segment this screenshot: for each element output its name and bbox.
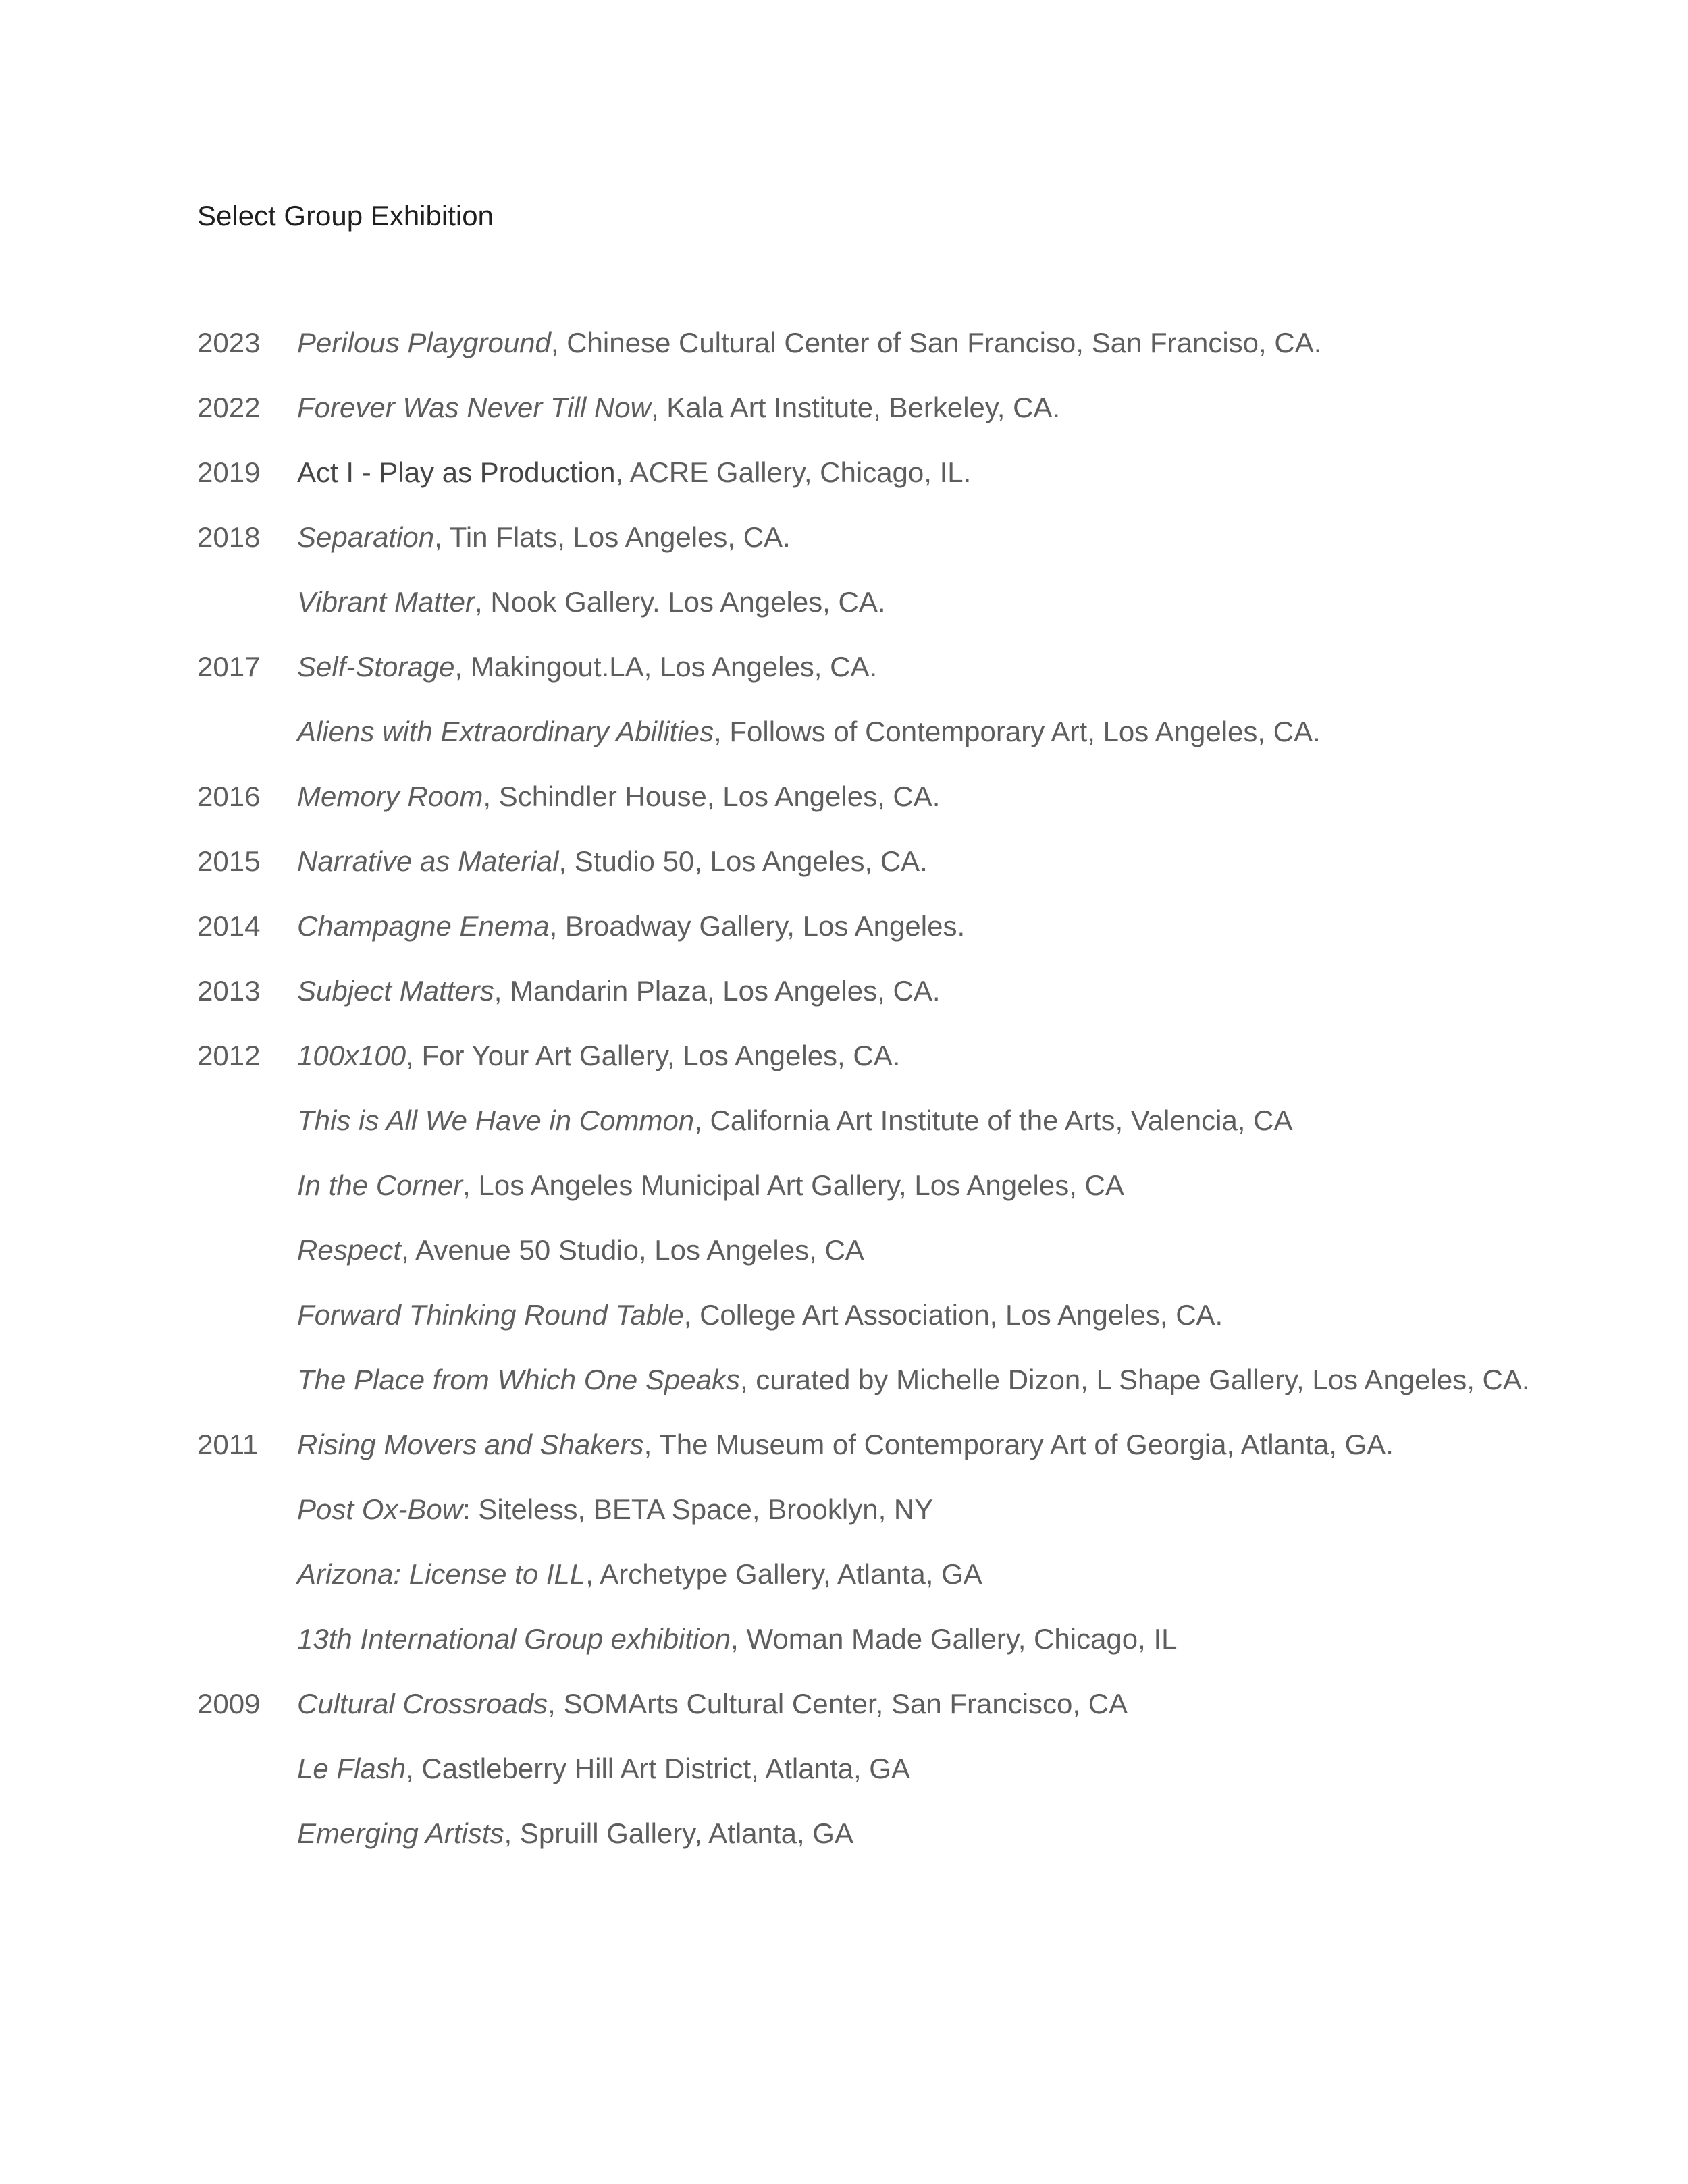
exhibition-details xyxy=(297,1295,1223,1335)
exhibition-title: Forward Thinking Round Table xyxy=(297,1299,684,1331)
exhibition-title: Perilous Playground xyxy=(297,327,551,358)
exhibition-year: 2013 xyxy=(197,975,261,1007)
exhibition-title: Forever Was Never Till Now xyxy=(297,392,651,423)
exhibition-details xyxy=(297,517,791,558)
exhibition-venue: , Avenue 50 Studio, Los Angeles, CA xyxy=(401,1234,864,1266)
exhibition-title: Subject Matters xyxy=(297,975,494,1007)
exhibition-details xyxy=(297,1424,1394,1465)
exhibition-year: 2016 xyxy=(197,780,261,812)
exhibition-details xyxy=(297,647,877,687)
exhibition-year: 2015 xyxy=(197,845,261,877)
exhibition-venue: , curated by Michelle Dizon, L Shape Gallery, Los Angeles, CA. xyxy=(739,1364,1530,1395)
exhibition-entry xyxy=(197,906,1669,971)
exhibition-entry xyxy=(197,776,1669,841)
exhibition-venue: , Makingout.LA, Los Angeles, CA. xyxy=(454,651,878,683)
exhibition-venue: , Tin Flats, Los Angeles, CA. xyxy=(434,521,791,553)
exhibition-title: Vibrant Matter xyxy=(297,586,475,618)
exhibition-year: 2022 xyxy=(197,392,261,423)
exhibition-year: 2019 xyxy=(197,456,261,488)
exhibition-title: Cultural Crossroads xyxy=(297,1688,548,1720)
exhibition-entry xyxy=(197,1619,1669,1684)
exhibition-entry xyxy=(197,323,1669,388)
exhibition-entry xyxy=(197,1489,1669,1554)
exhibition-entry xyxy=(197,582,1669,647)
exhibition-venue: , Follows of Contemporary Art, Los Angeles, CA. xyxy=(714,716,1321,747)
exhibition-details xyxy=(297,1360,1530,1400)
exhibition-entry xyxy=(197,1036,1669,1100)
exhibition-year: 2017 xyxy=(197,651,261,683)
exhibition-year: 2018 xyxy=(197,521,261,553)
exhibition-entry xyxy=(197,517,1669,582)
exhibition-entry xyxy=(197,1554,1669,1619)
exhibition-title: Self-Storage xyxy=(297,651,455,683)
exhibition-title: The Place from Which One Speaks xyxy=(297,1364,740,1395)
exhibition-details xyxy=(297,906,965,947)
exhibition-venue: , Kala Art Institute, Berkeley, CA. xyxy=(650,392,1061,423)
exhibition-venue: , Broadway Gallery, Los Angeles. xyxy=(549,910,966,942)
exhibition-venue: , SOMArts Cultural Center, San Francisco, CA xyxy=(548,1688,1128,1720)
exhibition-year: 2023 xyxy=(197,327,261,358)
exhibition-details xyxy=(297,841,928,882)
exhibition-entry xyxy=(197,841,1669,906)
exhibition-venue: , Chinese Cultural Center of San Franciso, San Franciso, CA. xyxy=(550,327,1322,358)
exhibition-details xyxy=(297,582,886,622)
exhibition-entry xyxy=(197,1360,1669,1424)
exhibition-venue: , For Your Art Gallery, Los Angeles, CA. xyxy=(406,1040,901,1071)
exhibition-venue: , Los Angeles Municipal Art Gallery, Los Angeles, CA xyxy=(463,1169,1124,1201)
exhibition-title: Arizona: License to ILL xyxy=(297,1558,586,1590)
exhibition-details xyxy=(297,1036,900,1076)
exhibition-entry xyxy=(197,971,1669,1036)
exhibition-details xyxy=(297,1489,933,1530)
exhibition-entry xyxy=(197,452,1669,517)
exhibition-entry xyxy=(197,1684,1669,1749)
exhibition-venue: , Woman Made Gallery, Chicago, IL xyxy=(731,1623,1178,1655)
exhibition-venue: , California Art Institute of the Arts, Valencia, CA xyxy=(694,1104,1293,1136)
exhibition-details xyxy=(297,1165,1124,1206)
exhibition-title: This is All We Have in Common xyxy=(297,1104,695,1136)
exhibition-venue: , ACRE Gallery, Chicago, IL. xyxy=(615,456,972,488)
exhibition-details xyxy=(297,1619,1178,1659)
exhibition-list xyxy=(197,323,1669,1878)
exhibition-entry xyxy=(197,647,1669,712)
exhibition-venue: , Castleberry Hill Art District, Atlanta, GA xyxy=(406,1753,910,1784)
exhibition-entry xyxy=(197,1295,1669,1360)
exhibition-title: Narrative as Material xyxy=(297,845,559,877)
exhibition-title: In the Corner xyxy=(297,1169,463,1201)
exhibition-details xyxy=(297,1100,1292,1141)
exhibition-title: 100x100 xyxy=(297,1040,406,1071)
exhibition-details xyxy=(297,1684,1128,1724)
exhibition-details xyxy=(297,776,940,817)
exhibition-details xyxy=(297,452,971,493)
exhibition-year: 2012 xyxy=(197,1040,261,1071)
exhibition-entry xyxy=(197,1230,1669,1295)
exhibition-venue: , Studio 50, Los Angeles, CA. xyxy=(558,845,928,877)
exhibition-title: Separation xyxy=(297,521,435,553)
exhibition-year: 2009 xyxy=(197,1688,261,1720)
exhibition-title: Aliens with Extraordinary Abilities xyxy=(297,716,714,747)
exhibition-entry xyxy=(197,1424,1669,1489)
exhibition-title: Rising Movers and Shakers xyxy=(297,1429,644,1460)
exhibition-year: 2011 xyxy=(197,1429,259,1460)
exhibition-year: 2014 xyxy=(197,910,261,942)
exhibition-entry xyxy=(197,1813,1669,1878)
exhibition-venue: , Mandarin Plaza, Los Angeles, CA. xyxy=(494,975,941,1007)
exhibition-venue: , Archetype Gallery, Atlanta, GA xyxy=(585,1558,982,1590)
exhibition-entry xyxy=(197,1165,1669,1230)
exhibition-details xyxy=(297,1554,982,1595)
exhibition-title: Respect xyxy=(297,1234,402,1266)
exhibition-entry xyxy=(197,712,1669,776)
exhibition-details xyxy=(297,1749,910,1789)
exhibition-entry xyxy=(197,1100,1669,1165)
exhibition-entry xyxy=(197,388,1669,452)
page-title: Select Group Exhibition xyxy=(197,200,494,232)
exhibition-details xyxy=(297,1230,864,1271)
exhibition-venue: , Spruill Gallery, Atlanta, GA xyxy=(504,1817,853,1849)
exhibition-venue: : Siteless, BETA Space, Brooklyn, NY xyxy=(463,1493,934,1525)
exhibition-title: Post Ox-Bow xyxy=(297,1493,463,1525)
exhibition-title: 13th International Group exhibition xyxy=(297,1623,731,1655)
exhibition-entry xyxy=(197,1749,1669,1813)
exhibition-details xyxy=(297,323,1321,363)
exhibition-title: Act I - Play as Production xyxy=(297,456,616,488)
exhibition-title: Le Flash xyxy=(297,1753,406,1784)
exhibition-venue: , College Art Association, Los Angeles, CA. xyxy=(683,1299,1223,1331)
exhibition-title: Champagne Enema xyxy=(297,910,550,942)
exhibition-title: Memory Room xyxy=(297,780,483,812)
exhibition-venue: , Schindler House, Los Angeles, CA. xyxy=(483,780,941,812)
exhibition-venue: , The Museum of Contemporary Art of Georgia, Atlanta, GA. xyxy=(643,1429,1394,1460)
exhibition-details xyxy=(297,712,1321,752)
exhibition-details xyxy=(297,388,1060,428)
exhibition-details xyxy=(297,1813,853,1854)
exhibition-venue: , Nook Gallery. Los Angeles, CA. xyxy=(475,586,886,618)
exhibition-title: Emerging Artists xyxy=(297,1817,504,1849)
exhibition-details xyxy=(297,971,941,1011)
